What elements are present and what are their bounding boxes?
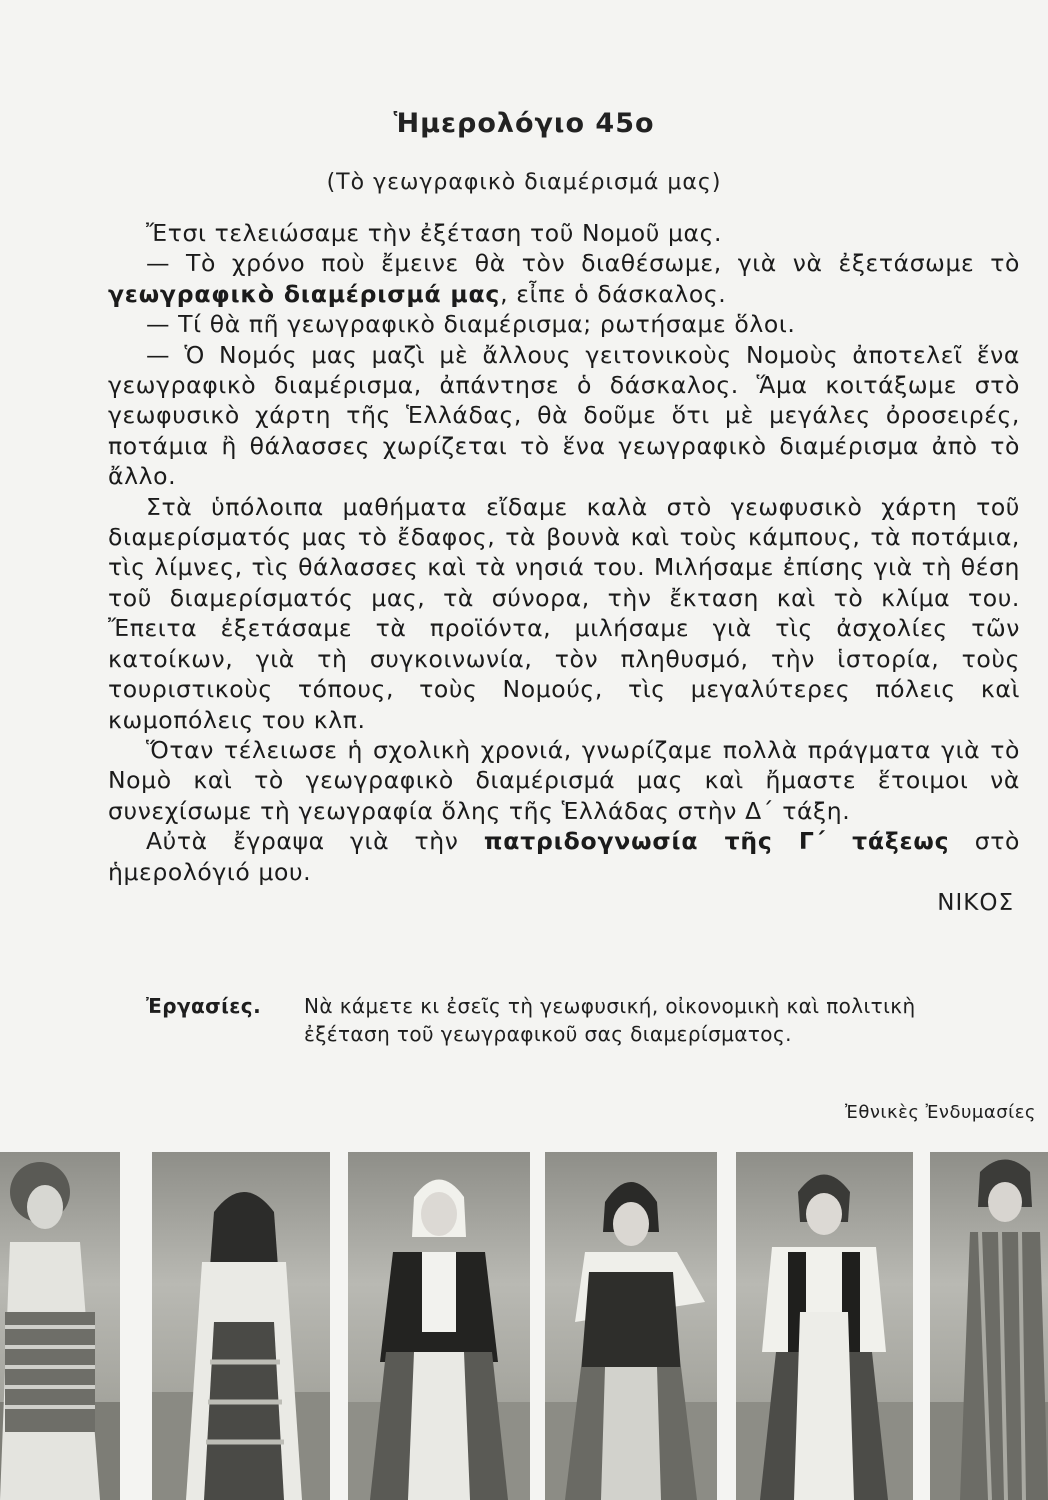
photo-caption: Ἐθνικὲς Ἐνδυμασίες	[845, 1102, 1036, 1123]
paragraph-7	[108, 826, 1020, 887]
diary-text	[108, 218, 1020, 887]
costume-photo-2	[152, 1152, 330, 1500]
paragraph-2-start: — Τὸ χρόνο ποὺ ἔμεινε θὰ τὸν διαθέσωμε, γιὰ νὰ ἐξετάσωμε τὸ	[146, 249, 1020, 278]
costume-photo-4	[545, 1152, 717, 1500]
costume-photo-1	[0, 1152, 120, 1500]
costume-figure-2	[152, 1152, 330, 1500]
paragraph-3: — Τί θὰ πῆ γεωγραφικὸ διαμέρισμα; ρωτήσαμε ὅλοι.	[146, 310, 796, 339]
costume-photo-3	[348, 1152, 530, 1500]
bold-term-geographic-region: γεωγραφικὸ διαμέρισμά μας	[108, 279, 501, 308]
costume-figure-6	[930, 1152, 1048, 1500]
paragraph-1: Ἔτσι τελειώσαμε τὴν ἐξέταση τοῦ Νομοῦ μας.	[146, 219, 723, 247]
paragraph-5: Στὰ ὑπόλοιπα μαθήματα εἴδαμε καλὰ στὸ γεωφυσικὸ χάρτη τοῦ διαμερίσματός μας τὸ ἔδαφος, τὰ βουνὰ καὶ τοὺς κάμπους, τὰ ποτάμια, τὶς λίμνες, τὶς θάλασσες καὶ τὰ νησιά του. Μιλήσαμε ἐπίσης γιὰ τὴ θέση τοῦ διαμερίσματός μας, τὰ σύνορα, τὴν ἔκταση καὶ τὸ κλίμα του. Ἔπειτα ἐξετάσαμε τὰ προϊόντα, μιλήσαμε γιὰ τὶς ἀσχολίες τῶν κατοίκων, γιὰ τὴ συγκοινωνία, τὸν πληθυσμό, τὴν ἱστορία, τοὺς τουριστικοὺς τόπους, τοὺς Νομούς, τὶς μεγαλύτερες πόλεις καὶ κωμοπόλεις του κλπ.	[108, 492, 1020, 734]
paragraph-2	[108, 248, 1020, 309]
costume-photo-6	[930, 1152, 1048, 1500]
paragraph-2-end: , εἶπε ὁ δάσκαλος.	[500, 279, 727, 308]
costume-figure-5	[736, 1152, 913, 1500]
page-title: Ἡμερολόγιο 45ο	[393, 108, 655, 139]
costume-figure-3	[348, 1152, 530, 1500]
costume-figure-4	[545, 1152, 717, 1500]
paragraph-7-end: στὸ ἡμερολόγιό μου.	[108, 827, 1020, 886]
costume-figure-1	[0, 1152, 120, 1500]
paragraph-4: — Ὁ Νομός μας μαζὶ μὲ ἄλλους γειτονικοὺς Νομοὺς ἀποτελεῖ ἕνα γεωγραφικὸ διαμέρισμα, ἀπάντησε ὁ δάσκαλος. Ἅμα κοιτάξωμε στὸ γεωφυσικὸ χάρτη τῆς Ἑλλάδας, θὰ δοῦμε ὅτι μὲ μεγάλες ὀροσειρές, ποτάμια ἢ θάλασσες χωρίζεται τὸ ἕνα γεωγραφικὸ διαμέρισμα ἀπὸ τὸ ἄλλο.	[108, 340, 1020, 491]
page-subtitle: (Τὸ γεωγραφικὸ διαμέρισμά μας)	[326, 170, 722, 195]
costume-photo-5	[736, 1152, 913, 1500]
tasks-label: Ἐργασίες.	[146, 994, 262, 1018]
paragraph-6: Ὅταν τέλειωσε ἡ σχολικὴ χρονιά, γνωρίζαμε πολλὰ πράγματα γιὰ τὸ Νομὸ καὶ τὸ γεωγραφικὸ διαμέρισμά μας καὶ ἤμαστε ἕτοιμοι νὰ συνεχίσωμε τὴ γεωγραφία ὅλης τῆς Ἑλλάδας στὴν Δ΄ τάξη.	[108, 735, 1020, 825]
paragraph-7-start: Αὐτὰ ἔγραψα γιὰ τὴν	[146, 827, 459, 856]
tasks-text: Νὰ κάμετε κι ἐσεῖς τὴ γεωφυσική, οἰκονομικὴ καὶ πολιτικὴ ἐξέταση τοῦ γεωγραφικοῦ σας διαμερίσματος.	[304, 994, 916, 1046]
tasks-block	[146, 992, 996, 1048]
signature: ΝΙΚΟΣ	[937, 890, 1014, 916]
bold-term-homeland-studies: πατριδογνωσία τῆς Γ΄ τάξεως	[483, 827, 950, 856]
